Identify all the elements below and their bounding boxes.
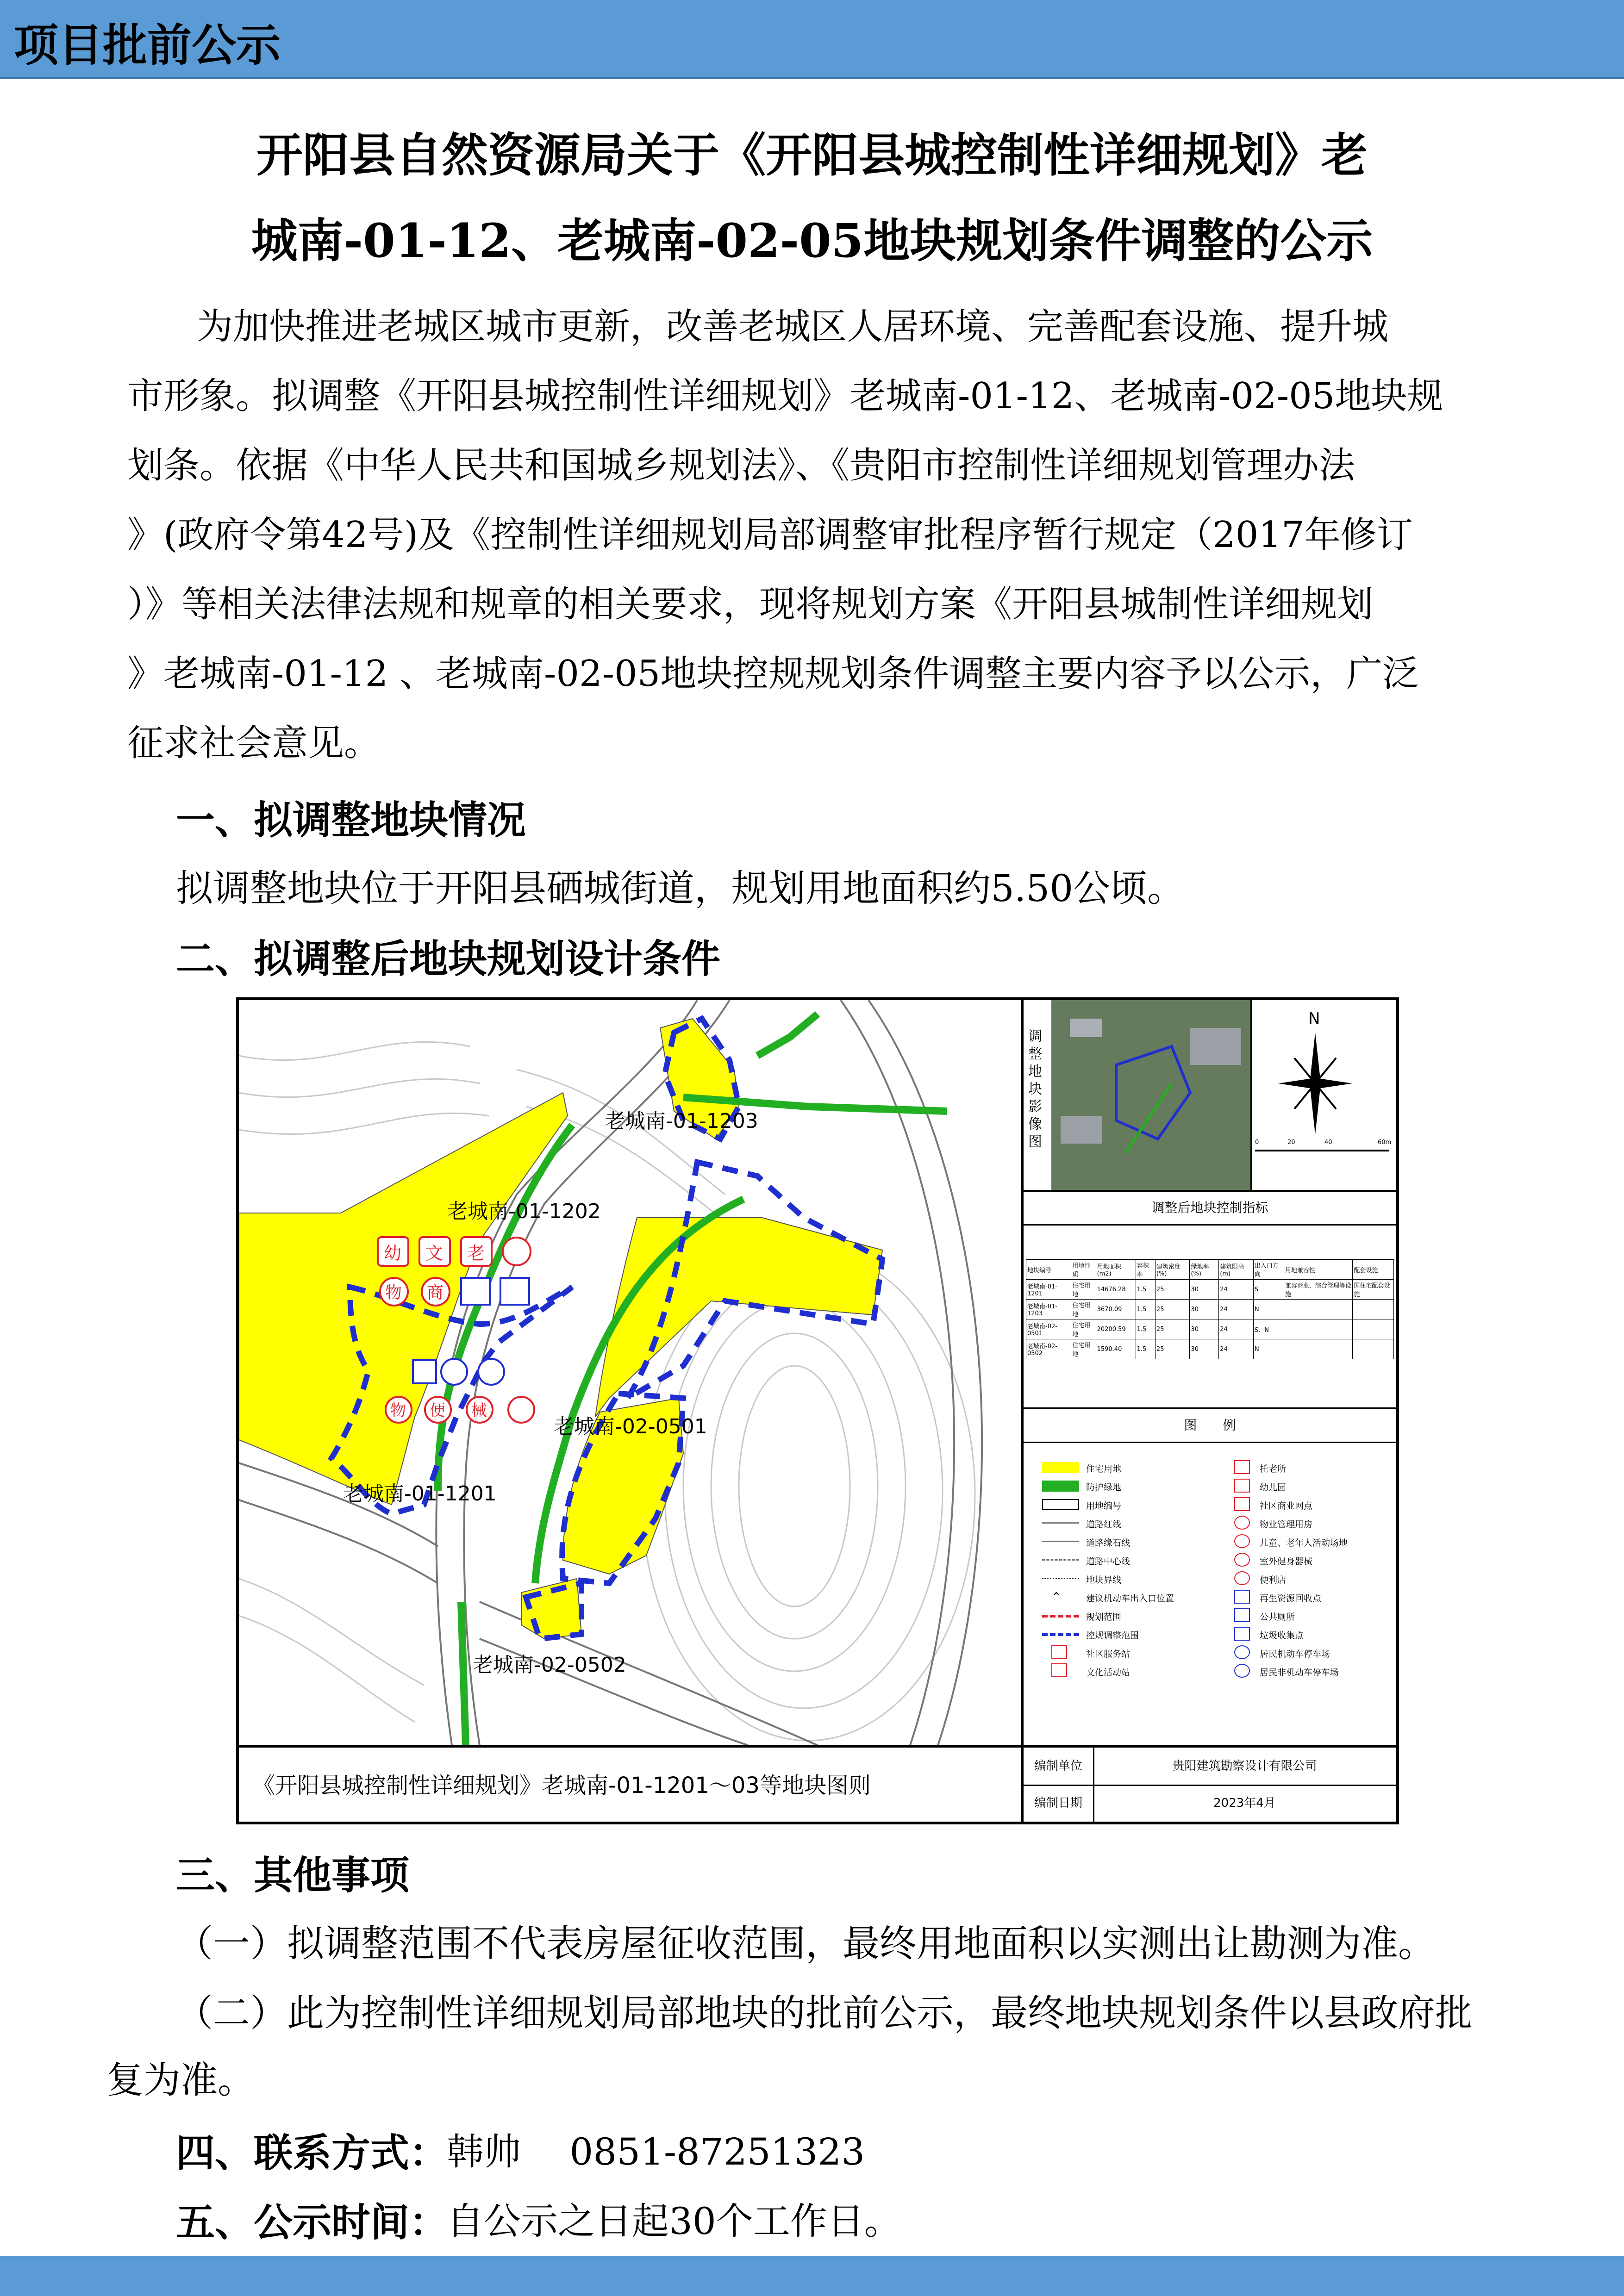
legend-right-9: 垃圾收集点	[1260, 1630, 1304, 1641]
legend-left-5: 道路中心线	[1086, 1556, 1131, 1567]
culture-station-legend-icon	[1051, 1663, 1067, 1677]
intro-line-5: ）》等相关法律法规和规章的相关要求，现将规划方案《开阳县城制性详细规划	[127, 584, 1374, 625]
legend-left-6: 地块界线	[1086, 1575, 1122, 1585]
cell: 老城南-01-1203	[1026, 1300, 1071, 1319]
scale-tick-1: 20	[1287, 1139, 1295, 1146]
legend-right-0: 托老所	[1260, 1464, 1287, 1474]
th-area: 用地面积(m2)	[1096, 1260, 1136, 1280]
cell: 24	[1219, 1339, 1254, 1359]
property-icon-2-text: 物	[390, 1401, 406, 1420]
legend-right-2: 社区商业网点	[1260, 1501, 1313, 1511]
cell: 1590.40	[1096, 1339, 1136, 1359]
th-facility: 配套设施	[1353, 1260, 1394, 1280]
th-height: 建筑限高(m)	[1219, 1260, 1254, 1280]
cell: 30	[1190, 1280, 1219, 1300]
image-label: 调整地块影像图	[1028, 1028, 1042, 1150]
legend-swatch-redline	[1042, 1522, 1079, 1524]
elderly-icon-text: 老	[467, 1243, 485, 1263]
cell	[1284, 1319, 1353, 1339]
cell: 24	[1219, 1319, 1254, 1339]
section1-heading: 一、拟调整地块情况	[176, 797, 526, 843]
bike-legend-icon	[1234, 1664, 1250, 1678]
cell: 1.5	[1136, 1319, 1155, 1339]
intro-line-4: 》(政府令第42号)及《控制性详细规划局部调整审批程序暂行规定（2017年修订	[127, 514, 1413, 556]
parcel-label-1203: 老城南-01-1203	[605, 1109, 758, 1133]
header-banner	[0, 0, 1624, 79]
parcel-label-0501: 老城南-02-0501	[554, 1415, 707, 1438]
activity-area-icon-2	[508, 1397, 534, 1423]
table-header-row	[1026, 1260, 1394, 1280]
legend-right-11: 居民非机动车停车场	[1260, 1668, 1339, 1678]
legend-swatch-plotline	[1042, 1578, 1079, 1579]
map-side-panel	[1021, 1000, 1396, 1822]
toilet-icon	[500, 1278, 529, 1305]
equipment-icon-text: 械	[471, 1401, 487, 1420]
cell: S	[1254, 1280, 1284, 1300]
table-row	[1026, 1339, 1394, 1359]
activity-area-icon	[503, 1238, 531, 1265]
property-icon-text: 物	[385, 1283, 402, 1302]
shop-legend-icon	[1234, 1497, 1250, 1511]
cell: 30	[1190, 1300, 1219, 1319]
cell: 兼容商业，综合管理等设施	[1284, 1280, 1353, 1300]
aerial-svg	[1051, 1000, 1250, 1190]
cell	[1353, 1319, 1394, 1339]
legend-right-5: 室外健身器械	[1260, 1556, 1313, 1567]
banner-title: 项目批前公示	[14, 19, 281, 71]
legend-right-1: 幼儿园	[1260, 1482, 1287, 1493]
legend-right-8: 公共厕所	[1260, 1612, 1295, 1622]
map-drawing	[239, 1000, 1021, 1745]
legend-left-9: 控规调整范围	[1086, 1630, 1139, 1641]
legend-left-3: 道路红线	[1086, 1519, 1122, 1530]
section4-heading: 四、联系方式：	[176, 2130, 449, 2176]
map-caption: 《开阳县城控制性详细规划》老城南-01-1201～03等地块图则	[239, 1745, 1021, 1822]
kindergarten-icon-text: 幼	[384, 1243, 402, 1263]
th-compat: 用地兼容性	[1284, 1260, 1353, 1280]
fitness-icon	[461, 1278, 490, 1305]
table-row	[1026, 1280, 1394, 1300]
legend-swatch-centerline	[1042, 1559, 1079, 1561]
shop-icon-text: 商	[427, 1283, 444, 1302]
legend-left-8: 规划范围	[1086, 1612, 1122, 1622]
property-legend-icon	[1234, 1516, 1250, 1530]
scale-tick-2: 40	[1324, 1139, 1332, 1146]
date-label: 编制日期	[1024, 1785, 1094, 1822]
intro-line-7: 征求社会意见。	[127, 722, 381, 764]
table-title: 调整后地块控制指标	[1024, 1190, 1396, 1226]
cell: 1.5	[1136, 1300, 1155, 1319]
store-legend-icon	[1234, 1571, 1250, 1585]
cell: 国住宅配套设施	[1353, 1280, 1394, 1300]
cell: 14676.28	[1096, 1280, 1136, 1300]
north-label: N	[1308, 1009, 1320, 1028]
legend-left-7: 建议机动车出入口位置	[1086, 1593, 1174, 1604]
legend-left-1: 防护绿地	[1086, 1482, 1122, 1493]
cell: 住宅用地	[1071, 1280, 1096, 1300]
cell: 24	[1219, 1280, 1254, 1300]
compiler-value: 贵阳建筑勘察设计有限公司	[1093, 1748, 1396, 1786]
section3-item2-line2: 复为准。	[106, 2059, 255, 2102]
cell: 25	[1155, 1339, 1190, 1359]
parking-icon	[441, 1359, 467, 1385]
kindergarten-legend-icon	[1234, 1479, 1250, 1493]
date-value: 2023年4月	[1213, 1796, 1276, 1810]
cell: S、N	[1254, 1319, 1284, 1339]
cell: 老城南-01-1201	[1026, 1280, 1071, 1300]
cell: N	[1254, 1300, 1284, 1319]
control-table	[1026, 1259, 1394, 1359]
footer-banner	[0, 2256, 1624, 2296]
legend-swatch-code	[1042, 1499, 1079, 1510]
section5-heading: 五、公示时间：	[176, 2199, 449, 2245]
legend-title: 图 例	[1024, 1407, 1396, 1443]
section3-heading: 三、其他事项	[176, 1852, 410, 1898]
intro-line-6: 》老城南-01-12 、老城南-02-05地块控规规划条件调整主要内容予以公示，广泛	[127, 653, 1419, 695]
parking-legend-icon	[1234, 1645, 1250, 1659]
service-station-icon	[1051, 1645, 1067, 1659]
scale-tick-0: 0	[1255, 1139, 1259, 1146]
cell: 25	[1155, 1280, 1190, 1300]
aerial-thumbnail	[1051, 1000, 1252, 1190]
intro-line-1: 为加快推进老城区城市更新，改善老城区人居环境、完善配套设施、提升城	[197, 306, 1389, 348]
activity-legend-icon	[1234, 1534, 1250, 1548]
bike-parking-icon	[478, 1359, 504, 1385]
toilet-legend-icon	[1234, 1608, 1250, 1622]
parcel-label-0502: 老城南-02-0502	[473, 1653, 626, 1677]
section3-item2-line1: （二）此为控制性详细规划局部地块的批前公示，最终地块规划条件以县政府批	[176, 1991, 1472, 2035]
cell: 住宅用地	[1071, 1339, 1096, 1359]
contact-text: 韩帅 0851-87251323	[447, 2130, 865, 2173]
legend-right-7: 再生资源回收点	[1260, 1593, 1322, 1604]
compass-icon	[1250, 1000, 1396, 1190]
cell: 25	[1155, 1300, 1190, 1319]
convenience-icon-text: 便	[430, 1401, 445, 1420]
parcel-label-1201: 老城南-01-1201	[343, 1482, 497, 1506]
th-far: 容积率	[1136, 1260, 1155, 1280]
cell	[1284, 1300, 1353, 1319]
table-row	[1026, 1300, 1394, 1319]
legend-right-10: 居民机动车停车场	[1260, 1649, 1330, 1659]
cell: 老城南-02-0502	[1026, 1339, 1071, 1359]
legend-swatch-residential	[1042, 1462, 1079, 1473]
cell: 25	[1155, 1319, 1190, 1339]
elderly-legend-icon	[1234, 1460, 1250, 1474]
legend-left-10: 社区服务站	[1086, 1649, 1131, 1659]
notice-period-text: 自公示之日起30个工作日。	[447, 2200, 901, 2243]
legend-left-2: 用地编号	[1086, 1501, 1122, 1511]
doc-title-line1: 开阳县自然资源局关于《开阳县城控制性详细规划》老	[256, 128, 1368, 182]
cell: 24	[1219, 1300, 1254, 1319]
cell: 1.5	[1136, 1280, 1155, 1300]
legend-left-4: 道路缘石线	[1086, 1538, 1131, 1548]
section2-heading: 二、拟调整后地块规划设计条件	[176, 936, 721, 982]
cell: 30	[1190, 1319, 1219, 1339]
cell: 3670.09	[1096, 1300, 1136, 1319]
intro-line-3: 划条。依据《中华人民共和国城乡规划法》、《贵阳市控制性详细规划管理办法	[127, 445, 1355, 486]
section3-item1: （一）拟调整范围不代表房屋征收范围，最终用地面积以实测出让勘测为准。	[176, 1922, 1435, 1965]
compiler-info	[1024, 1745, 1396, 1824]
compiler-label: 编制单位	[1024, 1748, 1094, 1786]
cell	[1353, 1300, 1394, 1319]
culture-icon-text: 文	[425, 1243, 443, 1263]
section1-text: 拟调整地块位于开阳县硒城街道，规划用地面积约5.50公顷。	[176, 867, 1185, 910]
entrance-icon: ⌃	[1051, 1590, 1062, 1604]
th-use: 用地性质	[1071, 1260, 1096, 1280]
legend-swatch-adjust	[1042, 1633, 1079, 1636]
cell	[1353, 1339, 1394, 1359]
doc-title-line2: 城南-01-12、老城南-02-05地块规划条件调整的公示	[251, 213, 1373, 268]
legend-left-11: 文化活动站	[1086, 1668, 1131, 1678]
legend-right-3: 物业管理用房	[1260, 1519, 1313, 1530]
parcel-label-1202: 老城南-01-1202	[447, 1200, 601, 1223]
fitness-legend-icon	[1234, 1553, 1250, 1567]
legend-swatch-scope	[1042, 1615, 1079, 1618]
table-row	[1026, 1319, 1394, 1339]
th-plot: 地块编号	[1026, 1260, 1071, 1280]
cell	[1284, 1339, 1353, 1359]
legend-right-6: 便利店	[1260, 1575, 1287, 1585]
legend-swatch-green	[1042, 1481, 1079, 1492]
north-arrow-box	[1250, 1000, 1396, 1190]
th-entrance: 出入口方向	[1254, 1260, 1284, 1280]
cell: 住宅用地	[1071, 1300, 1096, 1319]
legend-right-4: 儿童、老年人活动场地	[1260, 1538, 1348, 1548]
th-density: 建筑密度(%)	[1155, 1260, 1190, 1280]
garbage-icon	[413, 1360, 436, 1383]
cell: 30	[1190, 1339, 1219, 1359]
cell: 20200.59	[1096, 1319, 1136, 1339]
legend-swatch-curb	[1042, 1541, 1079, 1542]
recycle-legend-icon	[1234, 1590, 1250, 1604]
garbage-legend-icon	[1234, 1627, 1250, 1641]
scale-tick-3: 60m	[1378, 1139, 1392, 1146]
cell: N	[1254, 1339, 1284, 1359]
intro-line-2: 市形象。拟调整《开阳县城控制性详细规划》老城南-01-12、老城南-02-05地块规	[127, 375, 1443, 417]
legend-left-0: 住宅用地	[1086, 1464, 1122, 1474]
legend	[1024, 1440, 1396, 1745]
cell: 1.5	[1136, 1339, 1155, 1359]
cell: 住宅用地	[1071, 1319, 1096, 1339]
planning-map-figure	[236, 997, 1399, 1824]
th-green: 绿地率(%)	[1190, 1260, 1219, 1280]
cell: 老城南-02-0501	[1026, 1319, 1071, 1339]
